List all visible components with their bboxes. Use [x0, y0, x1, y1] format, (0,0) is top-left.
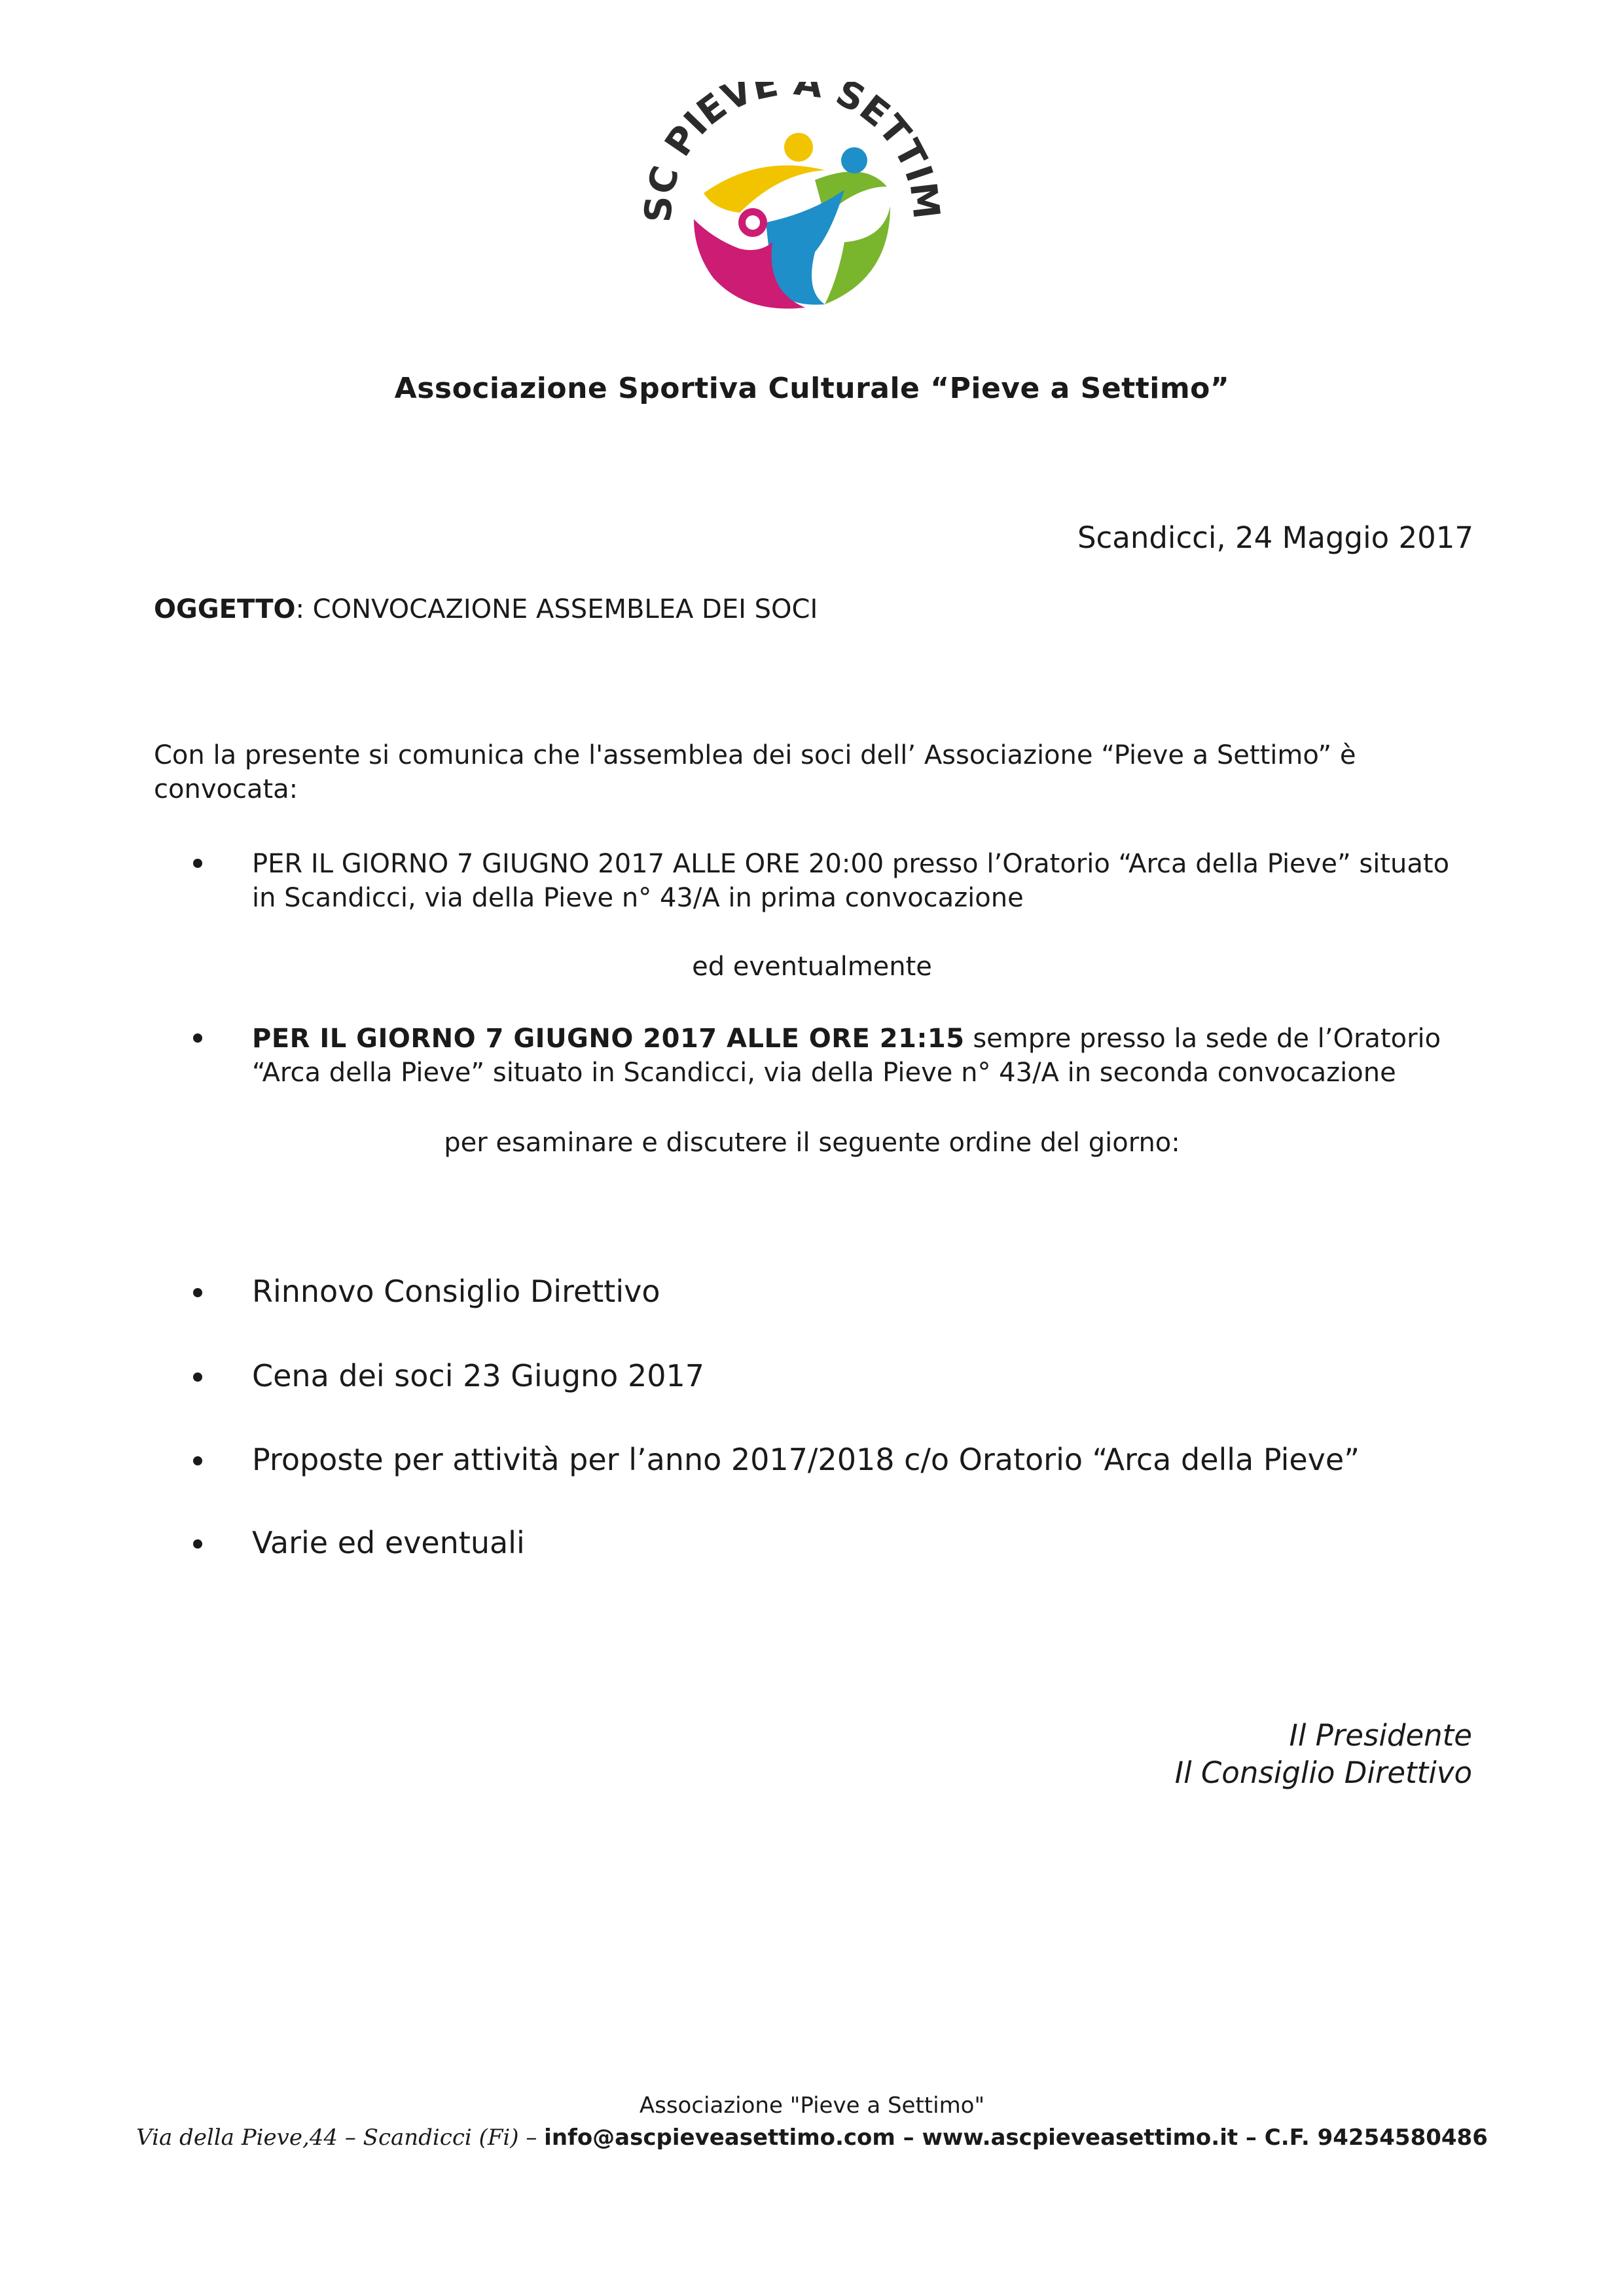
agenda-item-text: Proposte per attività per l’anno 2017/2018 c/o Oratorio “Arca della Pieve”: [252, 1442, 1360, 1477]
footer-contact: info@ascpieveasettimo.com – www.ascpieveasettimo.it – C.F. 94254580486: [544, 2125, 1488, 2151]
agenda-item-text: Cena dei soci 23 Giugno 2017: [252, 1358, 705, 1393]
intro-paragraph: Con la presente si comunica che l'assemblea dei soci dell’ Associazione “Pieve a Settimo” è convocata:: [154, 740, 1356, 804]
footer-address: Via della Pieve,44 – Scandicci (Fi) –: [136, 2125, 545, 2151]
convocation-first: [203, 847, 1473, 915]
bullet-icon: [193, 1539, 202, 1549]
agenda-item-text: Rinnovo Consiglio Direttivo: [252, 1274, 660, 1309]
convocation-second: [203, 1022, 1473, 1090]
subject-text: : CONVOCAZIONE ASSEMBLEA DEI SOCI: [295, 594, 818, 624]
bullet-icon: [193, 1456, 202, 1465]
convocation-second-text: [203, 1022, 1473, 1090]
bullet-icon: [193, 1288, 202, 1297]
signature-council: Il Consiglio Direttivo: [1174, 1755, 1472, 1790]
agenda-intro-line: per esaminare e discutere il seguente ordine del giorno:: [444, 1128, 1180, 1158]
footer-organization-name: Associazione "Pieve a Settimo": [639, 2092, 985, 2119]
bullet-icon: [193, 859, 202, 868]
association-logo: [628, 82, 956, 344]
agenda-item: [203, 1358, 704, 1393]
organization-heading: Associazione Sportiva Culturale “Pieve a Settimo”: [394, 372, 1230, 405]
agenda-item: [203, 1274, 660, 1309]
logo-text: SC PIEVE A SETTIM: [637, 82, 948, 224]
convocation-second-bold: PER IL GIORNO 7 GIUGNO 2017 ALLE ORE 21:15: [252, 1024, 965, 1054]
signature-president: Il Presidente: [1289, 1718, 1472, 1753]
letter-date: Scandicci, 24 Maggio 2017: [1077, 520, 1473, 555]
agenda-item: [203, 1525, 525, 1560]
agenda-item: [203, 1442, 1360, 1477]
subject-line: [154, 594, 818, 624]
ed-eventualmente-line: ed eventualmente: [692, 952, 932, 982]
subject-label: OGGETTO: [154, 594, 296, 624]
bullet-icon: [193, 1033, 202, 1043]
convocation-first-text: PER IL GIORNO 7 GIUGNO 2017 ALLE ORE 20:00 presso l’Oratorio “Arca della Pieve” situato in Scandicci, via della Pieve n° 43/A in prima convocazione: [252, 849, 1450, 913]
bullet-icon: [193, 1372, 202, 1382]
agenda-item-text: Varie ed eventuali: [252, 1525, 525, 1560]
footer-details: [0, 2125, 1624, 2151]
convocation-second-rest: sempre presso la sede de l’Oratorio “Arca della Pieve” situato in Scandicci, via della Pieve n° 43/A in seconda convocazione: [252, 1024, 1441, 1088]
